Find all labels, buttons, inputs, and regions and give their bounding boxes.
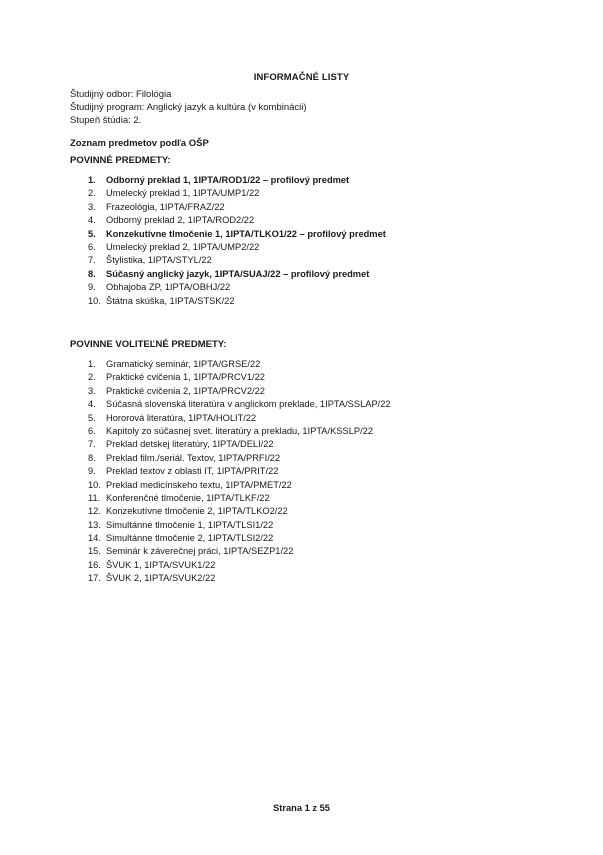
course-item xyxy=(70,371,391,384)
course-item xyxy=(70,268,386,281)
meta-study-level: Stupeň štúdia: 2. xyxy=(70,115,142,126)
course-item xyxy=(70,228,386,241)
course-text: Frazeológia, 1IPTA/FRAZ/22 xyxy=(106,201,225,212)
course-item xyxy=(70,187,386,200)
course-item xyxy=(70,452,391,465)
course-item xyxy=(70,425,391,438)
course-number: 1. xyxy=(88,175,96,185)
mandatory-heading: POVINNÉ PREDMETY: xyxy=(70,155,171,166)
mandatory-course-list xyxy=(70,174,386,308)
meta-field-of-study: Študijný odbor: Filológia xyxy=(70,89,172,100)
course-number: 4. xyxy=(88,399,96,410)
course-item xyxy=(70,505,391,518)
course-text: Odborný preklad 2, 1IPTA/ROD2/22 xyxy=(106,215,255,226)
course-number: 3. xyxy=(88,385,96,396)
course-item xyxy=(70,241,386,254)
course-text: Preklad film./seriál. Textov, 1IPTA/PRFI/22 xyxy=(106,452,281,463)
course-item xyxy=(70,438,391,451)
course-text: Seminár k záverečnej práci, 1IPTA/SEZP1/22 xyxy=(106,546,294,557)
course-item xyxy=(70,281,386,294)
course-number: 12. xyxy=(88,506,101,517)
course-text: Umelecký preklad 2, 1IPTA/UMP2/22 xyxy=(106,241,260,252)
elective-heading: POVINNE VOLITEĽNÉ PREDMETY: xyxy=(70,339,227,350)
course-text: Umelecký preklad 1, 1IPTA/UMP1/22 xyxy=(106,188,260,199)
course-number: 15. xyxy=(88,546,101,557)
course-item xyxy=(70,492,391,505)
course-text: Praktické cvičenia 1, 1IPTA/PRCV1/22 xyxy=(106,372,265,383)
course-number: 7. xyxy=(88,439,96,450)
course-item xyxy=(70,559,391,572)
course-item xyxy=(70,174,386,187)
course-text: Gramatický seminár, 1IPTA/GRSE/22 xyxy=(106,359,261,369)
course-text: Štátna skúška, 1IPTA/STSK/22 xyxy=(106,295,235,306)
course-number: 6. xyxy=(88,425,96,436)
course-item xyxy=(70,295,386,308)
course-number: 7. xyxy=(88,255,96,266)
course-number: 9. xyxy=(88,466,96,477)
course-item xyxy=(70,479,391,492)
course-text: Preklad textov z oblasti IT, 1IPTA/PRIT/22 xyxy=(106,466,279,477)
course-item xyxy=(70,532,391,545)
course-text: ŠVUK 2, 1IPTA/SVUK2/22 xyxy=(106,573,216,584)
course-text: Konferenčné tlmočenie, 1IPTA/TLKF/22 xyxy=(106,492,270,503)
course-text: Preklad detskej literatúry, 1IPTA/DELI/22 xyxy=(106,439,274,450)
elective-course-list xyxy=(70,358,391,586)
course-text: Štylistika, 1IPTA/STYL/22 xyxy=(106,255,212,266)
course-number: 3. xyxy=(88,201,96,212)
course-number: 5. xyxy=(88,412,96,423)
course-item xyxy=(70,412,391,425)
course-item xyxy=(70,398,391,411)
course-number: 16. xyxy=(88,559,101,570)
course-text: ŠVUK 1, 1IPTA/SVUK1/22 xyxy=(106,559,216,570)
course-number: 1. xyxy=(88,359,96,369)
course-text: Súčasná slovenská literatúra v anglickom preklade, 1IPTA/SSLAP/22 xyxy=(106,399,391,410)
meta-study-program: Študijný program: Anglický jazyk a kultúra (v kombinácii) xyxy=(70,102,307,113)
course-text: Simultánne tlmočenie 1, 1IPTA/TLSI1/22 xyxy=(106,519,274,530)
course-item xyxy=(70,254,386,267)
course-number: 2. xyxy=(88,372,96,383)
course-text: Simultánne tlmočenie 2, 1IPTA/TLSI2/22 xyxy=(106,533,274,544)
course-number: 6. xyxy=(88,241,96,252)
course-item xyxy=(70,385,391,398)
course-text: Konzekutívne tlmočenie 1, 1IPTA/TLKO1/22 – profilový predmet xyxy=(106,228,386,239)
course-number: 8. xyxy=(88,452,96,463)
course-item xyxy=(70,572,391,585)
document-title: INFORMAČNÉ LISTY xyxy=(253,72,350,83)
course-item xyxy=(70,545,391,558)
course-number: 9. xyxy=(88,282,96,293)
course-number: 2. xyxy=(88,188,96,199)
course-text: Konzekutívne tlmočenie 2, 1IPTA/TLKO2/22 xyxy=(106,506,288,517)
course-text: Obhajoba ZP, 1IPTA/OBHJ/22 xyxy=(106,282,231,293)
course-item xyxy=(70,519,391,532)
course-number: 10. xyxy=(88,479,101,490)
course-item xyxy=(70,465,391,478)
course-text: Hororová literatúra, 1IPTA/HOLIT/22 xyxy=(106,412,257,423)
course-number: 11. xyxy=(88,492,101,503)
course-item xyxy=(70,214,386,227)
page-footer: Strana 1 z 55 xyxy=(273,803,330,813)
course-number: 13. xyxy=(88,519,101,530)
course-number: 8. xyxy=(88,268,96,279)
course-item xyxy=(70,358,391,371)
course-number: 17. xyxy=(88,573,101,584)
course-text: Praktické cvičenia 2, 1IPTA/PRCV2/22 xyxy=(106,385,265,396)
course-number: 5. xyxy=(88,228,96,239)
course-text: Preklad medicínskeho textu, 1IPTA/PMET/22 xyxy=(106,479,292,490)
course-number: 4. xyxy=(88,215,96,226)
course-text: Kapitoly zo súčasnej svet. literatúry a prekladu, 1IPTA/KSSLP/22 xyxy=(106,425,373,436)
course-text: Súčasný anglický jazyk, 1IPTA/SUAJ/22 – profilový predmet xyxy=(106,268,370,279)
course-number: 10. xyxy=(88,295,101,306)
course-text: Odborný preklad 1, 1IPTA/ROD1/22 – profilový predmet xyxy=(106,175,350,185)
course-item xyxy=(70,201,386,214)
course-number: 14. xyxy=(88,533,101,544)
course-list-heading: Zoznam predmetov podľa OŠP xyxy=(70,138,209,149)
